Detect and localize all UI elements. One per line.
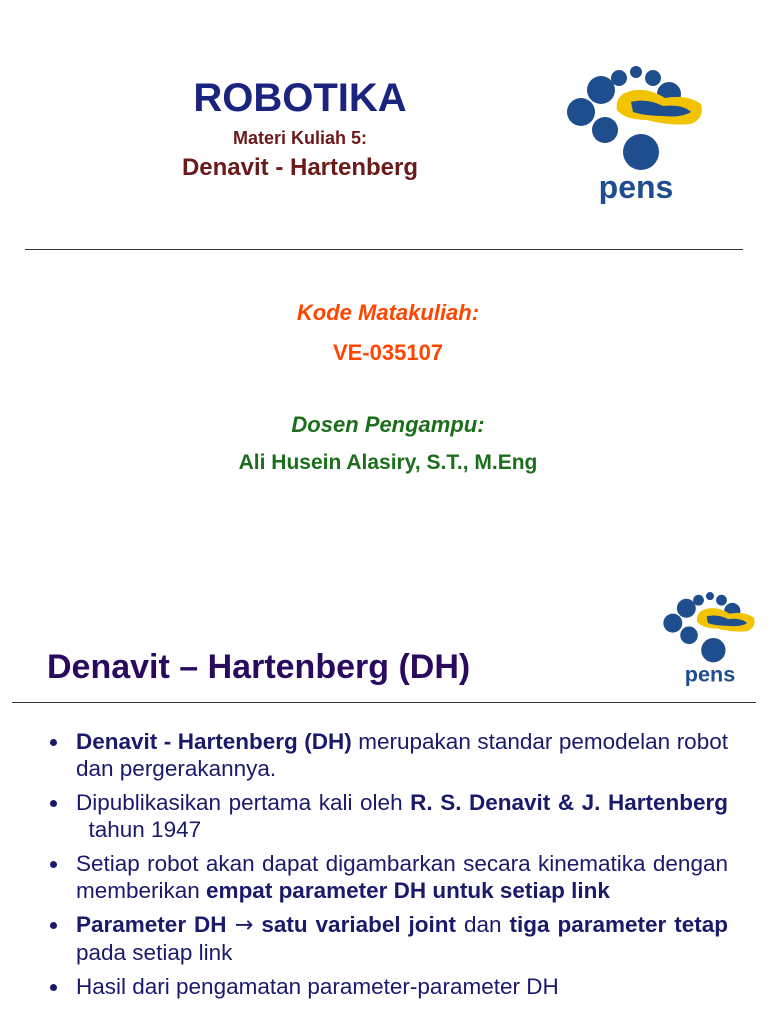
bullet-text: Hasil dari pengamatan parameter-parameter DH (76, 974, 559, 999)
bullet-text-bold: satu variabel joint (253, 912, 457, 937)
list-item (48, 850, 728, 904)
slide-main-title: ROBOTIKA (193, 76, 407, 120)
bullet-list (48, 728, 728, 1007)
arrow-right-icon: → (234, 912, 254, 938)
course-code-value: VE-035107 (332, 340, 444, 365)
bullet-text: dan (456, 912, 510, 937)
bullet-text: pada setiap link (76, 940, 233, 965)
lecturer-name: Ali Husein Alasiry, S.T., M.Eng (238, 451, 538, 474)
lecture-topic: Denavit - Hartenberg (181, 154, 419, 181)
pens-logo-icon (662, 590, 758, 686)
slide-dh-intro (0, 560, 768, 1024)
bullet-text: Dipublikasikan pertama kali oleh (76, 790, 411, 815)
lecture-number: Materi Kuliah 5: (232, 128, 368, 148)
bullet-text: Setiap robot akan dapat digambarkan secara kinematika dengan memberikan (76, 851, 728, 903)
lecturer-label: Dosen Pengampu: (291, 412, 485, 437)
bullet-text-bold: Parameter DH (76, 912, 235, 937)
course-code-label: Kode Matakuliah: (296, 300, 480, 325)
pens-logo-icon (565, 64, 707, 204)
bullet-text-bold: R. S. Denavit & J. Hartenberg (410, 790, 728, 815)
divider (12, 702, 756, 703)
list-item (48, 728, 728, 782)
bullet-text: tahun 1947 (76, 817, 202, 842)
bullet-text-bold: tiga parameter tetap (509, 912, 729, 937)
logo-text: pens (684, 661, 736, 686)
bullet-text-bold: Denavit - Hartenberg (DH) (76, 729, 352, 754)
list-item (48, 789, 728, 843)
divider (25, 249, 743, 250)
list-item (48, 911, 728, 966)
slide-heading: Denavit – Hartenberg (DH) (47, 648, 471, 686)
bullet-text: merupakan standar pemodelan robot dan pergerakannya. (76, 729, 728, 781)
logo-text: pens (598, 169, 674, 204)
list-item (48, 973, 728, 1000)
bullet-text-bold: empat parameter DH untuk setiap link (206, 878, 610, 903)
